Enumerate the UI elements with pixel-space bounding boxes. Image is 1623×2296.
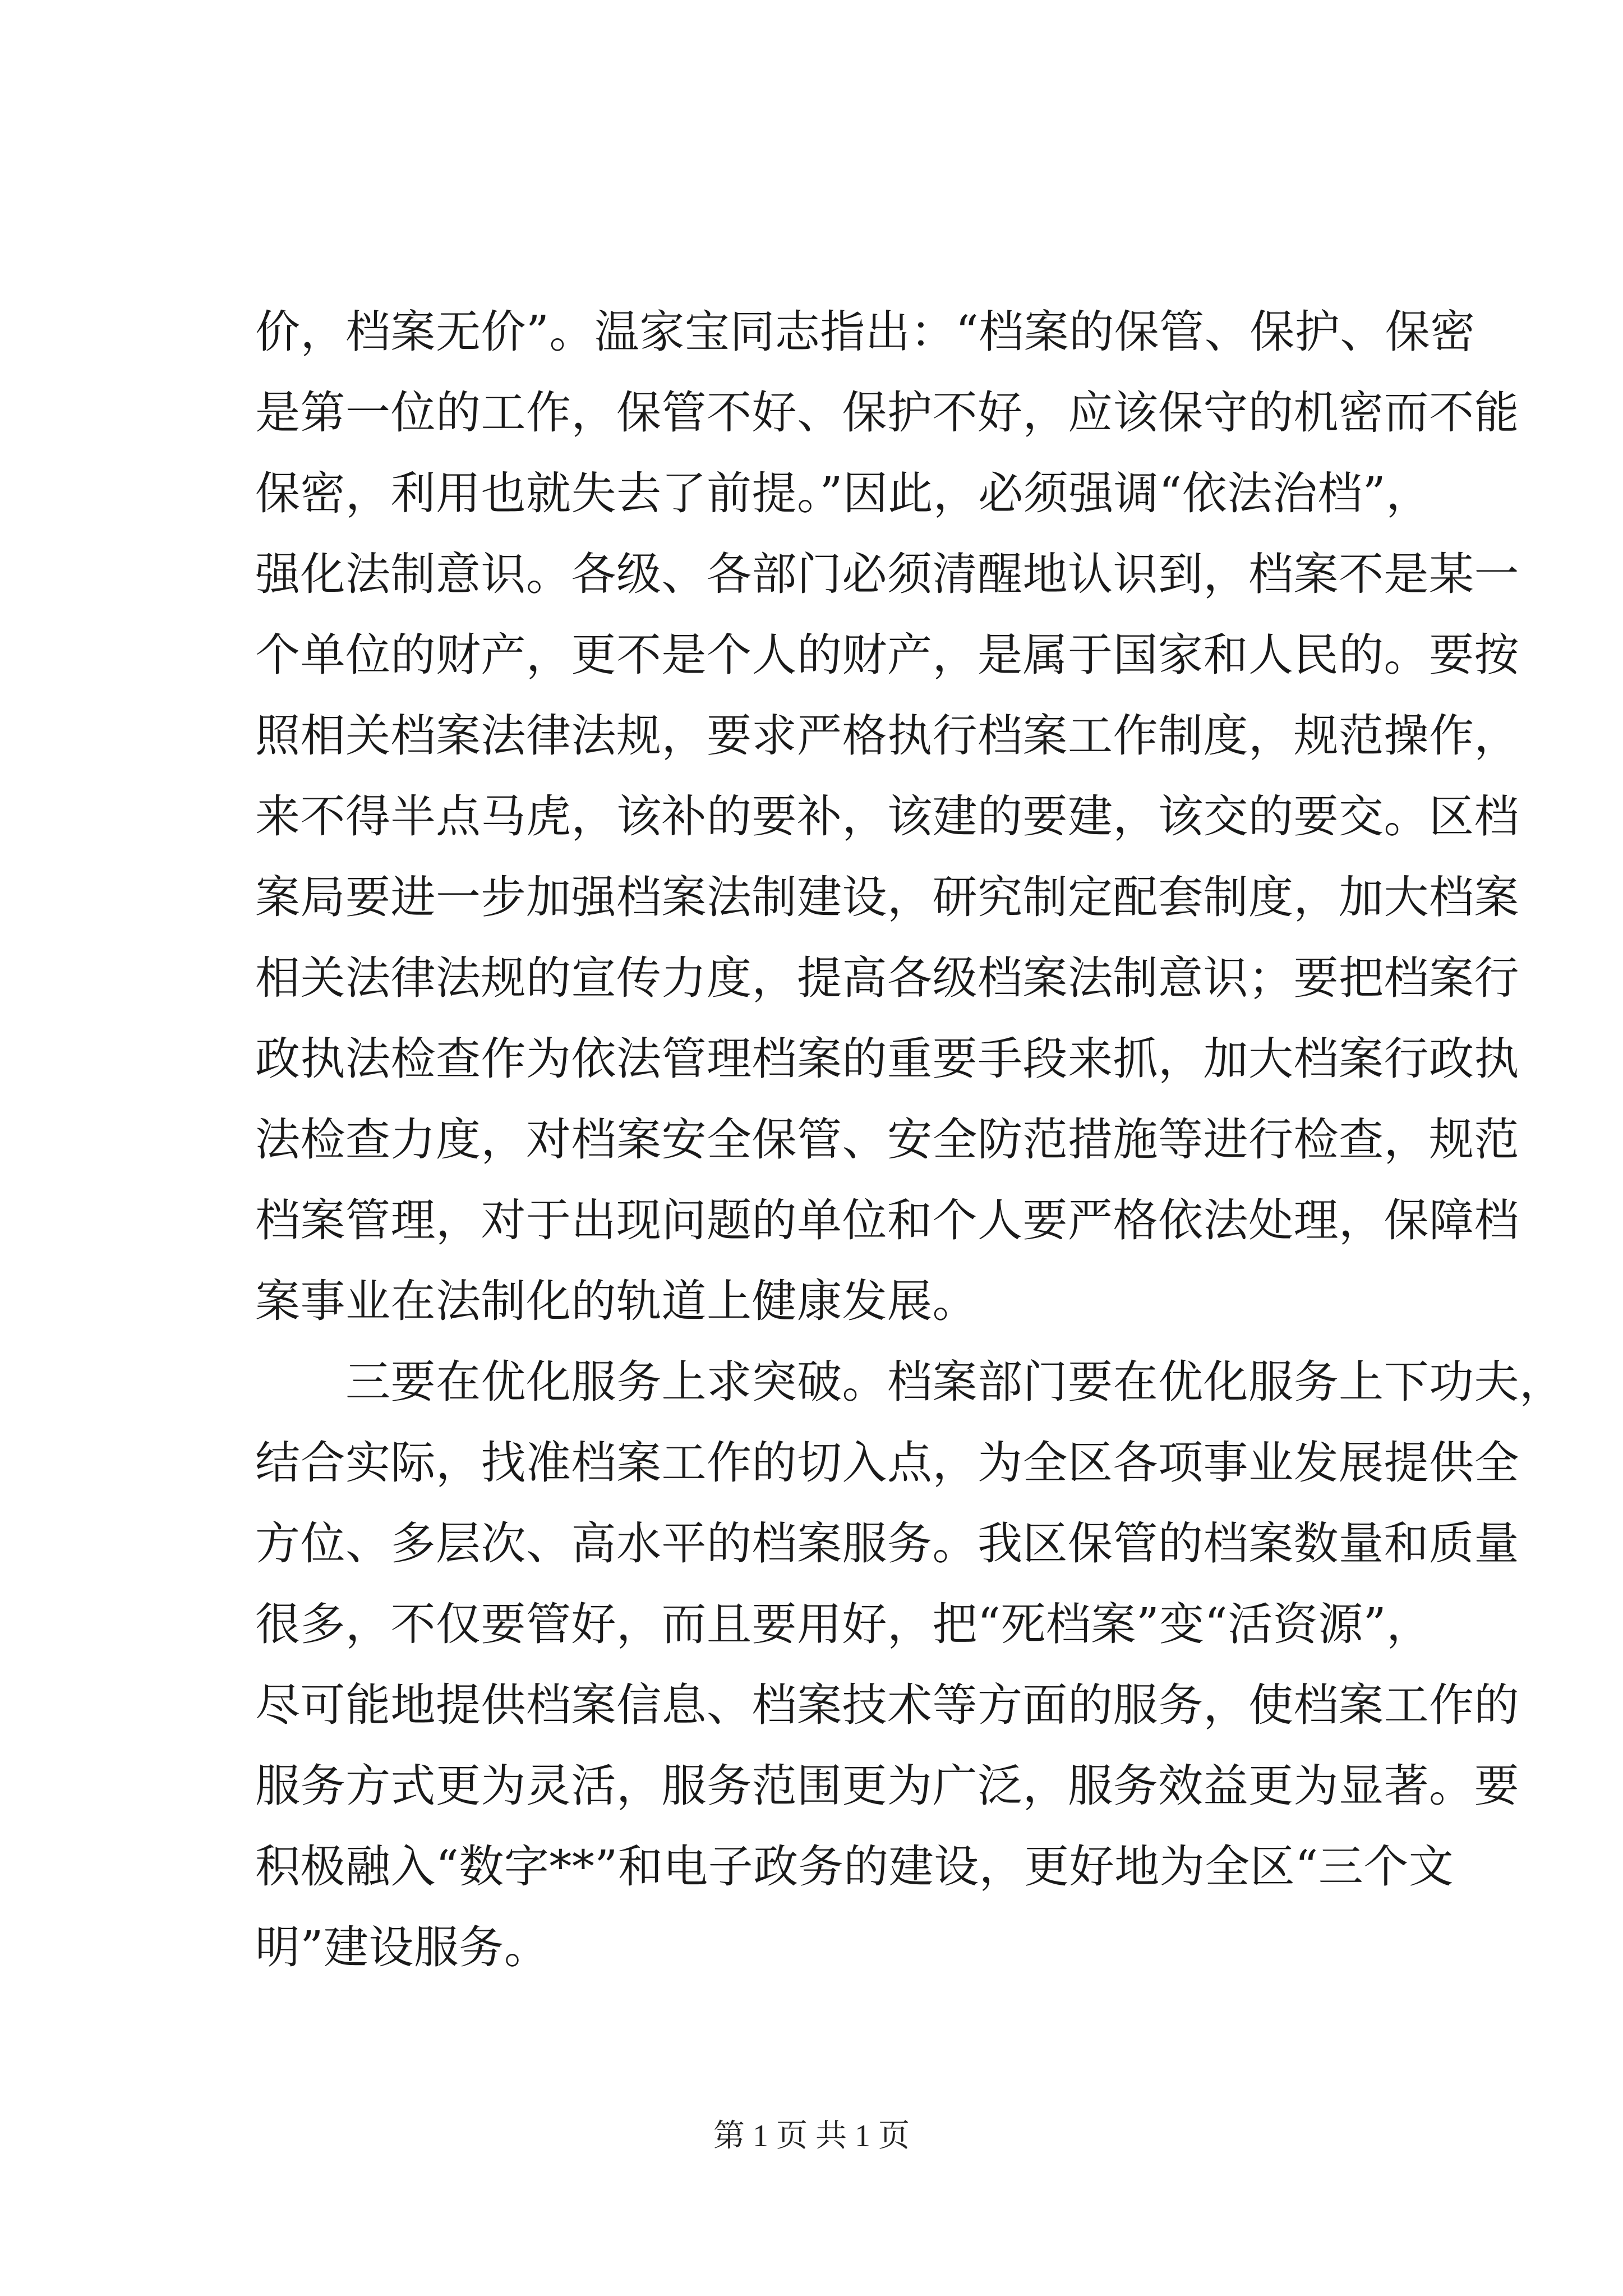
text-line: 个单位的财产，更不是个人的财产，是属于国家和人民的。要按 — [255, 629, 1519, 681]
text-line: 相关法律法规的宣传力度，提高各级档案法制意识；要把档案行 — [255, 952, 1519, 1004]
text-line: 方位、多层次、高水平的档案服务。我区保管的档案数量和质量 — [255, 1517, 1519, 1570]
text-line: 政执法检查作为依法管理档案的重要手段来抓，加大档案行政执 — [255, 1033, 1519, 1085]
text-line: 照相关档案法律法规，要求严格执行档案工作制度，规范操作， — [255, 710, 1519, 762]
paragraph-end-line: 明”建设服务。 — [255, 1921, 550, 1973]
text-line: 强化法制意识。各级、各部门必须清醒地认识到，档案不是某一 — [255, 548, 1519, 600]
text-line: 法检查力度，对档案安全保管、安全防范措施等进行检查，规范 — [255, 1114, 1519, 1166]
paragraph-end-line: 案事业在法制化的轨道上健康发展。 — [255, 1275, 978, 1327]
text-line: 服务方式更为灵活，服务范围更为广泛，服务效益更为显著。要 — [255, 1760, 1519, 1812]
text-line: 尽可能地提供档案信息、档案技术等方面的服务，使档案工作的 — [255, 1679, 1519, 1731]
text-line: 档案管理，对于出现问题的单位和个人要严格依法处理，保障档 — [255, 1194, 1519, 1246]
body-text — [255, 292, 1565, 1988]
text-line: 很多，不仅要管好，而且要用好，把“死档案”变“活资源”， — [255, 1598, 1432, 1650]
paragraph-start-line: 三要在优化服务上求突破。档案部门要在优化服务上下功夫， — [255, 1356, 1565, 1408]
text-line: 是第一位的工作，保管不好、保护不好，应该保守的机密而不能 — [255, 386, 1519, 439]
text-line: 结合实际，找准档案工作的切入点，为全区各项事业发展提供全 — [255, 1437, 1519, 1489]
text-line: 来不得半点马虎，该补的要补，该建的要建，该交的要交。区档 — [255, 790, 1519, 843]
text-line: 案局要进一步加强档案法制建设，研究制定配套制度，加大档案 — [255, 871, 1519, 923]
text-line: 积极融入“数字**”和电子政务的建设，更好地为全区“三个文 — [255, 1841, 1454, 1893]
text-line: 保密，利用也就失去了前提。”因此，必须强调“依法治档”， — [255, 467, 1431, 519]
text-line: 价，档案无价”。温家宝同志指出：“档案的保管、保护、保密 — [255, 306, 1476, 358]
page-footer: 第 1 页 共 1 页 — [713, 2119, 910, 2154]
